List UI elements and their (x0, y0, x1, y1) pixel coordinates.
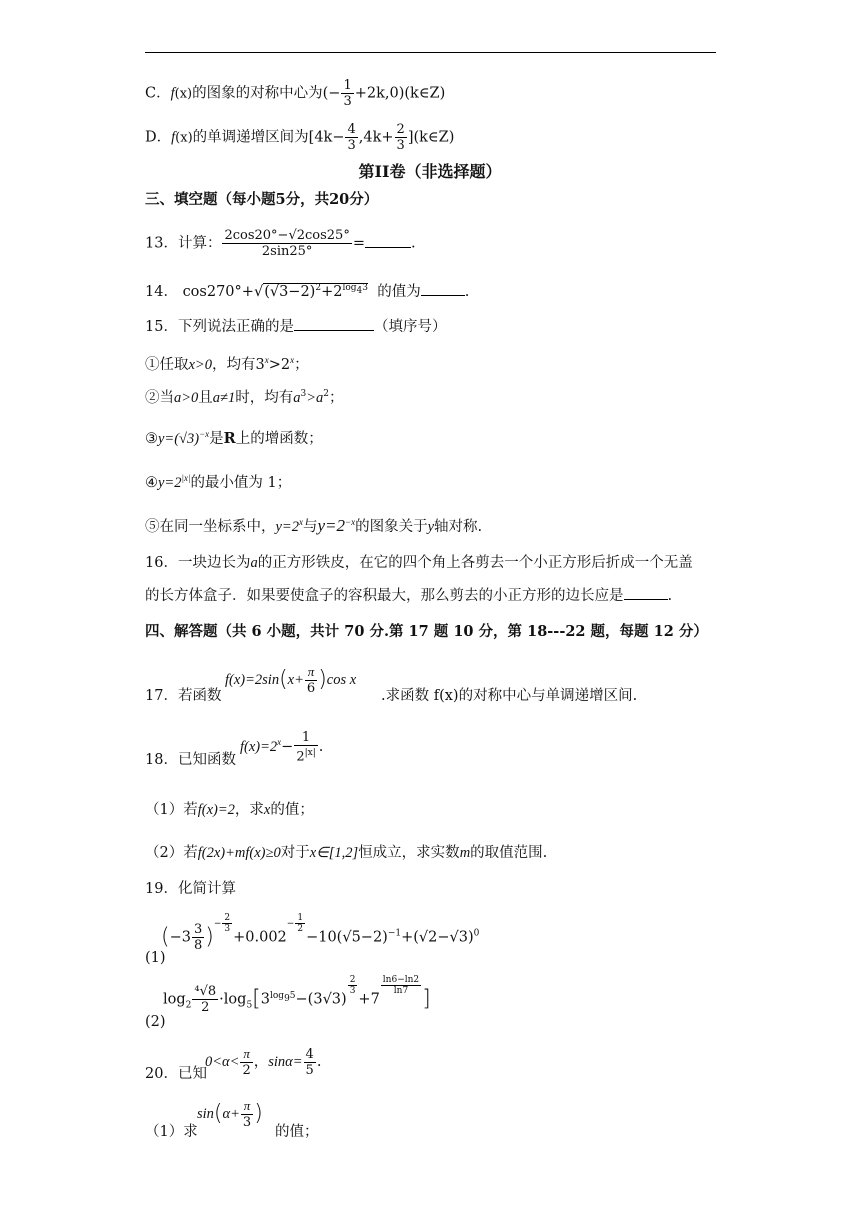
section-3-title: 三、填空题（每小题5分，共20分） (145, 191, 379, 208)
statement-1: ①任取x>0，均有$3^x>2^x$； (145, 355, 309, 373)
option-c: C．f(x)的图象的对称中心为(− $\frac{1}{3}$ +2k,0)(k∈Z) (145, 78, 446, 109)
section-2-title: 第II卷（非选择题） (358, 162, 502, 181)
question-13: 13．计算： $\frac{2\cos 20^\circ-√2\cos 25^\circ}{2\sin 25^\circ}$ = . (145, 228, 416, 259)
question-16-line-2: 的长方体盒子．如果要使盒子的容积最大，那么剪去的小正方形的边长应是 . (145, 588, 673, 604)
question-15: 15．下列说法正确的是 （填序号） (145, 319, 447, 335)
option-d: D．f(x)的单调递增区间为[4k− $\frac{4}{3}$ ,4k+ $\frac{2}{3}$ ](k∈Z) (145, 122, 455, 153)
statement-2: ②当a>0且a≠1时，均有$a^3>a^2$； (145, 389, 344, 406)
section-4-title: 四、解答题（共 6 小题，共计 70 分.第 17 题 10 分，第 18---22 题，每题 12 分） (145, 623, 708, 640)
statement-5: ⑤在同一坐标系中，$y=2^x$与$y=2^{-x}$的图象关于y轴对称. (145, 515, 483, 535)
question-18-part-1: （1）若f(x)=2，求x的值； (145, 802, 314, 818)
question-14: 14． $\cos 270^\circ+√(√3-2)^2+2^{log_43}$ 的值为 . (145, 283, 470, 300)
question-18-part-2: （2）若f(2x)+mf(x)≥0对于x∈[1,2]恒成立，求实数m的取值范围. (145, 845, 548, 861)
statement-3: $③y=(√3)^{-x}$是R上的增函数； (145, 429, 323, 447)
question-19: 19．化简计算 (145, 881, 236, 897)
header-rule (145, 52, 716, 53)
statement-4: $④y=2^{|x|}$的最小值为 1； (145, 473, 292, 491)
question-16-line-1: 16．一块边长为a的正方形铁皮，在它的四个角上各剪去一个小正方形后折成一个无盖 (145, 555, 693, 571)
